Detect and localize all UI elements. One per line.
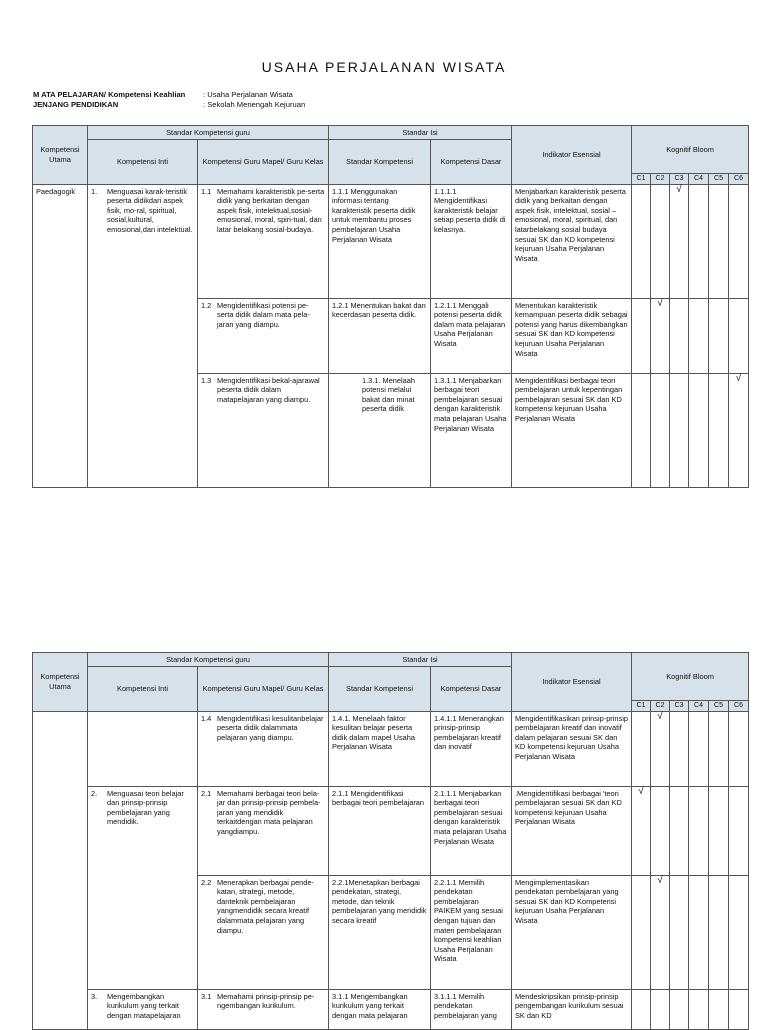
header-kompetensi-guru-mapel: Kompetensi Guru Mapel/ Guru Kelas [198,140,329,185]
cell-indikator: Mengidentifikasikan prinsip-prinsip pembelajaran kreatif dan inovatif dalam pelajaran sesuai SK dan KD kompetensi kejuruan Usaha Perjalanan Wisata [512,711,632,786]
cell-standar-kompetensi [329,373,431,487]
level-cell [709,298,729,373]
level-cell [632,989,651,1029]
cell-kompetensi-dasar: 3.1.1.1 Memilih pendekatan pembelajaran yang [431,989,512,1029]
cell-indikator: Menjabarkan karakteristik peserta didik yang berkaitan dengan aspek fisik, intelektual, sosial –emosional, moral, spiritual, dan latarbelakang sosial budaya sesuai SK dan KD kompetensi kejuruan Usaha Perjalanan Wisata [512,184,632,298]
level-cell [632,184,651,298]
meta-row-jenjang [33,100,305,110]
check-mark-icon: √ [638,785,644,797]
level-cell [651,786,670,875]
cell-indikator: Menentukan karakteristik kemampuan peserta didik sebagai potensi yang harus dikembangkan sesuai SK dan KD kompetensi kejuruan Usaha Perjalanan Wisata [512,298,632,373]
cell-kompetensi-guru [198,786,329,875]
level-cell [651,373,670,487]
cell-kompetensi-dasar: 2.1.1.1 Menjabarkan berbagai teori pembelajaran sesuai dengan karakteristik mata pelajaran Usaha Perjalanan Wisata [431,786,512,875]
cell-standar-kompetensi: 3.1.1 Mengembangkan kurikulum yang terkait dengan mata pelajaran [329,989,431,1029]
cell-indikator: Mengimplementasikan pendekatan pembelajaran yang sesuai SK dan KD Kompetensi kejuruan Usaha Perjalanan Wisata [512,875,632,989]
level-cell [632,875,651,989]
level-cell [689,711,709,786]
level-cell [670,875,689,989]
meta-row-mapel [33,90,305,100]
item-number: 2.2 [201,877,212,887]
level-cell [670,989,689,1029]
item-text: Mengidentifikasi potensi pe-serta didik dalam mata pela-jaran yang diampu. [217,300,310,329]
level-cell [651,184,670,298]
table-row [33,786,749,875]
level-cell [632,786,651,875]
header-standar-kompetensi: Standar Kompetensi [329,667,431,712]
item-number: 1.3 [201,375,212,385]
cell-kompetensi-guru [198,298,329,373]
level-cell [729,373,749,487]
cell-indikator: Mengidentifikasi berbagai teori pembelajaran untuk kepentingan pembelajaran sesuai SK dan KD kompetensi kejuruan Usaha Perjalanan Wisata [512,373,632,487]
header-standar-kompetensi: Standar Kompetensi [329,140,431,185]
cell-kompetensi-guru [198,875,329,989]
header-kompetensi-inti: Kompetensi Inti [88,667,198,712]
check-mark-icon: √ [735,372,742,384]
level-cell [670,184,689,298]
item-text: Menguasai teori belajar dan prinsip-prinsip pembelajaran yang mendidik. [107,788,184,827]
cell-kompetensi-guru [198,711,329,786]
meta-label: M ATA PELAJARAN/ Kompetensi Keahlian [33,90,186,99]
header-standar-isi: Standar Isi [329,653,512,667]
level-cell [729,875,749,989]
header-level-c2: C2 [651,701,670,712]
header-level-c1: C1 [632,174,651,185]
header-indikator: Indikator Esensial [512,653,632,712]
header-kognitif: Kognitif Bloom [632,126,749,174]
check-mark-icon: √ [657,710,663,722]
header-standar-isi: Standar Isi [329,126,512,140]
level-cell [651,711,670,786]
competency-table-2 [32,652,749,1030]
meta-label: JENJANG PENDIDIKAN [33,100,119,109]
cell-standar-kompetensi: 2.1.1 Mengidentifikasi berbagai teori pembelajaran [329,786,431,875]
level-cell [689,989,709,1029]
level-cell [632,298,651,373]
header-level-c2: C2 [651,174,670,185]
header-level-c3: C3 [670,701,689,712]
header-kompetensi-dasar: Kompetensi Dasar [431,667,512,712]
header-kompetensi-inti: Kompetensi Inti [88,140,198,185]
header-kompetensi-utama: Kompetensi Utama [33,653,88,712]
level-cell [709,184,729,298]
table-row [33,184,749,298]
level-cell [651,298,670,373]
item-number: 1.4 [201,713,212,723]
level-cell [670,298,689,373]
cell-indikator: .Mengidentifikasi berbagai 'teori pembelajaran sesuai SK dan KD kompetensi kejuruan Usaha Perjalanan Wisata [512,786,632,875]
item-number: 2. [91,788,98,798]
level-cell [670,373,689,487]
meta-value: : Sekolah Menengah Kejuruan [203,100,306,109]
table-row [33,989,749,1029]
level-cell [729,989,749,1029]
header-level-c6: C6 [729,174,749,185]
item-text: 1.3.1. Menelaah potensi melalui bakat dan minat peserta didik [362,375,416,414]
cell-kompetensi-dasar: 1.2.1.1 Menggali potensi peserta didik dalam mata pelajaran Usaha Perjalanan Wisata [431,298,512,373]
header-level-c6: C6 [729,701,749,712]
item-text: Memahami prinsip-prinsip pe-ngembangan kurikulum. [217,991,315,1011]
item-number: 3. [91,991,98,1001]
level-cell [689,298,709,373]
item-text: Memahami berbagai teori bela-jar dan prinsip-prinsip pembela-jaran yang mendidik terkaitdengan mata pelajaran yangdiampu. [217,788,321,836]
document-title: USAHA PERJALANAN WISATA [261,59,507,75]
cell-kompetensi-inti [88,184,198,487]
item-number: 1.1 [201,186,212,196]
item-text: Mengidentifikasi kesulitanbelajar peserta didik dalammata pelajaran yang diampu. [217,713,324,742]
competency-table-1 [32,125,749,488]
level-cell [709,989,729,1029]
table-row [33,711,749,786]
cell-kompetensi-utama [33,711,88,1029]
header-indikator: Indikator Esensial [512,126,632,185]
cell-standar-kompetensi: 1.4.1. Menelaah faktor kesulitan belajar peserta didik dalam mapel Usaha Perjalanan Wisata [329,711,431,786]
level-cell [689,875,709,989]
cell-kompetensi-inti [88,786,198,989]
level-cell [709,875,729,989]
cell-kompetensi-dasar: 1.3.1.1 Menjabarkan berbagai teori pembelajaran sesuai dengan karakteristik mata pelajaran Usaha Perjalanan Wisata [431,373,512,487]
item-number: 1.2 [201,300,212,310]
cell-kompetensi-inti [88,711,198,786]
cell-kompetensi-dasar: 2.2.1.1 Memilih pendekatan pembelajaran PAIKEM yang sesuai dengan tujuan dan materi pembelajaran kompetensi keahlian Usaha Perjalanan Wisata [431,875,512,989]
level-cell [729,298,749,373]
item-text: Menerapkan berbagai pende-katan, strategi, metode, danteknik pembelajaran yangmendidik secara kreatif dalammata pelajaran yang diampu. [217,877,314,935]
header-level-c1: C1 [632,701,651,712]
level-cell [729,786,749,875]
header-kompetensi-guru-mapel: Kompetensi Guru Mapel/ Guru Kelas [198,667,329,712]
header-level-c4: C4 [689,174,709,185]
cell-standar-kompetensi: 1.1.1 Menggunakan informasi tentang karakteristik peserta didik untuk membantu proses pembelajaran Usaha Perjalanan Wisata [329,184,431,298]
cell-kompetensi-inti [88,989,198,1029]
level-cell [651,989,670,1029]
header-level-c4: C4 [689,701,709,712]
header-level-c3: C3 [670,174,689,185]
header-level-c5: C5 [709,701,729,712]
header-kognitif: Kognitif Bloom [632,653,749,701]
level-cell [670,711,689,786]
cell-indikator: Mendeskripsikan prinsip-prinsip pengembangan kurikulum sesuai SK dan KD [512,989,632,1029]
item-number: 1. [91,186,98,196]
cell-kompetensi-dasar: 1.1.1.1 Mengidentifikasi karakteristik belajar setiap peserta didik di kelasnya. [431,184,512,298]
level-cell [729,184,749,298]
cell-kompetensi-guru [198,373,329,487]
meta-value: : Usaha Perjalanan Wisata [203,90,293,99]
header-kompetensi-dasar: Kompetensi Dasar [431,140,512,185]
cell-standar-kompetensi: 2.2.1Menetapkan berbagai pendekatan, strategi, metode, dan teknik pembelajaran yang mendidik secara kreatif [329,875,431,989]
check-mark-icon: √ [657,874,663,886]
item-number: 2.1 [201,788,212,798]
level-cell [709,786,729,875]
level-cell [689,184,709,298]
cell-kompetensi-utama: Paedagogik [33,184,88,487]
item-text: Menguasai karak-teristik peserta didikdari aspek fisik, mo-ral, spiritual, sosial,kultural, emosional,dan intelektual. [107,186,193,234]
document-meta [33,90,305,110]
cell-kompetensi-guru [198,989,329,1029]
header-kompetensi-utama: Kompetensi Utama [33,126,88,185]
level-cell [632,373,651,487]
item-text: Mengidentifikasi bekal-ajarawal peserta didik dalam matapelajaran yang diampu. [217,375,320,404]
level-cell [670,786,689,875]
cell-standar-kompetensi: 1.2.1 Menentukan bakat dan kecerdasan peserta didik. [329,298,431,373]
check-mark-icon: √ [657,297,663,309]
level-cell [709,373,729,487]
item-text: Memahami karakteristik pe-serta didik yang berkaitan dengan aspek fisik, intelektual,sosial-emosional, moral, spiri-tual, dan latar belakang sosial-budaya. [217,186,325,234]
level-cell [689,373,709,487]
cell-kompetensi-dasar: 1.4.1.1 Menerangkan prinsip-prinsip pembelajaran kreatif dan inovatif [431,711,512,786]
header-standar-kompetensi-guru: Standar Kompetensi guru [88,653,329,667]
cell-kompetensi-guru [198,184,329,298]
level-cell [709,711,729,786]
item-number: 3.1 [201,991,212,1001]
level-cell [729,711,749,786]
item-text: Mengembangkan kurikulum yang terkait dengan matapelajaran [107,991,181,1020]
level-cell [689,786,709,875]
header-standar-kompetensi-guru: Standar Kompetensi guru [88,126,329,140]
check-mark-icon: √ [676,183,682,195]
level-cell [651,875,670,989]
header-level-c5: C5 [709,174,729,185]
level-cell [632,711,651,786]
